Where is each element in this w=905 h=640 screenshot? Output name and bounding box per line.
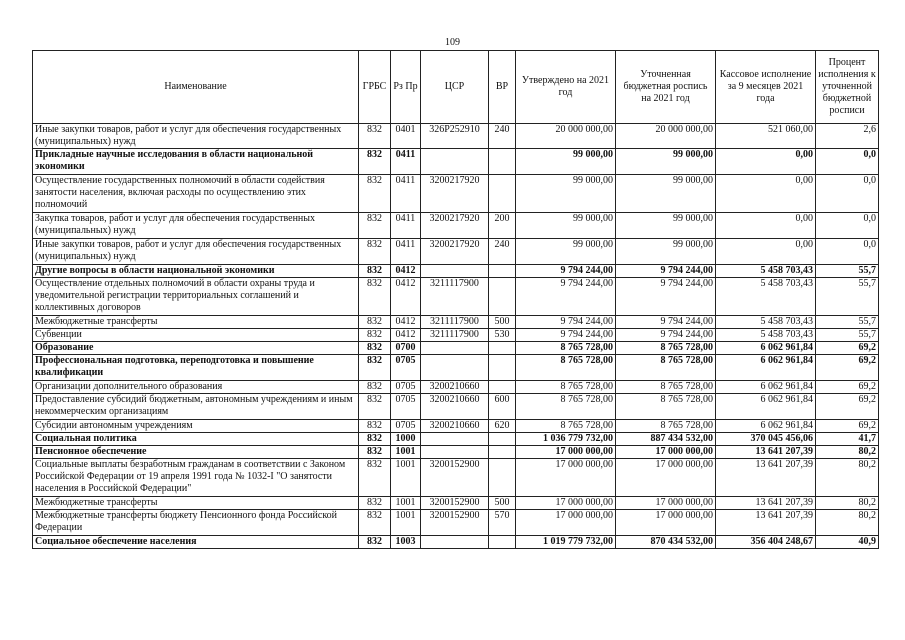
cell-approved: 99 000,00 (516, 149, 616, 175)
cell-name: Межбюджетные трансферты бюджету Пенсионного фонда Российской Федерации (33, 510, 359, 536)
cell-csr: 3200210660 (421, 420, 489, 433)
cell-grbs: 832 (359, 355, 391, 381)
table-row (33, 278, 879, 316)
cell-cash: 5 458 703,43 (716, 278, 816, 316)
table-row (33, 239, 879, 265)
cell-csr (421, 433, 489, 446)
header-csr: ЦСР (421, 51, 489, 124)
cell-approved: 8 765 728,00 (516, 381, 616, 394)
cell-rzpr: 0705 (391, 394, 421, 420)
cell-rzpr: 0411 (391, 239, 421, 265)
cell-percent: 69,2 (816, 342, 879, 355)
cell-grbs: 832 (359, 536, 391, 549)
cell-cash: 5 458 703,43 (716, 265, 816, 278)
table-row (33, 433, 879, 446)
table-row (33, 446, 879, 459)
cell-grbs: 832 (359, 239, 391, 265)
cell-approved: 9 794 244,00 (516, 265, 616, 278)
table-row (33, 510, 879, 536)
cell-refined: 17 000 000,00 (616, 459, 716, 497)
cell-vr: 570 (489, 510, 516, 536)
cell-csr (421, 149, 489, 175)
cell-name: Организации дополнительного образования (33, 381, 359, 394)
cell-approved: 17 000 000,00 (516, 446, 616, 459)
cell-cash: 521 060,00 (716, 124, 816, 149)
table-row (33, 394, 879, 420)
cell-cash: 6 062 961,84 (716, 381, 816, 394)
cell-approved: 17 000 000,00 (516, 510, 616, 536)
cell-vr: 500 (489, 316, 516, 329)
cell-percent: 80,2 (816, 459, 879, 497)
cell-grbs: 832 (359, 446, 391, 459)
cell-cash: 0,00 (716, 175, 816, 213)
cell-name: Образование (33, 342, 359, 355)
cell-rzpr: 0411 (391, 149, 421, 175)
header-percent: Процент исполнения к уточненной бюджетной росписи (816, 51, 879, 124)
cell-cash: 0,00 (716, 213, 816, 239)
cell-refined: 17 000 000,00 (616, 497, 716, 510)
header-approved: Утверждено на 2021 год (516, 51, 616, 124)
cell-csr: 3200217920 (421, 239, 489, 265)
cell-percent: 80,2 (816, 446, 879, 459)
cell-rzpr: 1000 (391, 433, 421, 446)
cell-approved: 9 794 244,00 (516, 278, 616, 316)
cell-approved: 99 000,00 (516, 239, 616, 265)
table-row (33, 420, 879, 433)
table-row (33, 381, 879, 394)
cell-rzpr: 0412 (391, 329, 421, 342)
table-row (33, 124, 879, 149)
cell-refined: 8 765 728,00 (616, 355, 716, 381)
cell-name: Социальное обеспечение населения (33, 536, 359, 549)
cell-grbs: 832 (359, 381, 391, 394)
table-header-row (33, 51, 879, 124)
cell-percent: 55,7 (816, 329, 879, 342)
cell-cash: 5 458 703,43 (716, 316, 816, 329)
cell-vr: 530 (489, 329, 516, 342)
cell-percent: 40,9 (816, 536, 879, 549)
cell-grbs: 832 (359, 497, 391, 510)
cell-refined: 8 765 728,00 (616, 342, 716, 355)
cell-grbs: 832 (359, 175, 391, 213)
cell-vr: 240 (489, 124, 516, 149)
cell-name: Межбюджетные трансферты (33, 497, 359, 510)
cell-refined: 9 794 244,00 (616, 265, 716, 278)
cell-cash: 6 062 961,84 (716, 355, 816, 381)
cell-refined: 17 000 000,00 (616, 446, 716, 459)
cell-refined: 20 000 000,00 (616, 124, 716, 149)
cell-csr: 3211117900 (421, 329, 489, 342)
cell-vr (489, 265, 516, 278)
cell-vr (489, 536, 516, 549)
cell-csr (421, 342, 489, 355)
cell-percent: 55,7 (816, 316, 879, 329)
cell-csr: 3200152900 (421, 510, 489, 536)
cell-vr (489, 278, 516, 316)
cell-refined: 8 765 728,00 (616, 420, 716, 433)
cell-name: Иные закупки товаров, работ и услуг для обеспечения государственных (муниципальных) нужд (33, 124, 359, 149)
cell-approved: 17 000 000,00 (516, 459, 616, 497)
cell-name: Предоставление субсидий бюджетным, автономным учреждениям и иным некоммерческим организациям (33, 394, 359, 420)
table-row (33, 497, 879, 510)
header-rzpr: Рз Пр (391, 51, 421, 124)
cell-name: Другие вопросы в области национальной экономики (33, 265, 359, 278)
cell-approved: 8 765 728,00 (516, 342, 616, 355)
cell-rzpr: 0411 (391, 213, 421, 239)
cell-grbs: 832 (359, 420, 391, 433)
cell-name: Субсидии автономным учреждениям (33, 420, 359, 433)
cell-percent: 80,2 (816, 497, 879, 510)
cell-grbs: 832 (359, 342, 391, 355)
cell-cash: 5 458 703,43 (716, 329, 816, 342)
cell-csr (421, 265, 489, 278)
table-row (33, 342, 879, 355)
cell-name: Иные закупки товаров, работ и услуг для обеспечения государственных (муниципальных) нужд (33, 239, 359, 265)
cell-refined: 99 000,00 (616, 213, 716, 239)
cell-percent: 69,2 (816, 355, 879, 381)
cell-csr: 3200217920 (421, 213, 489, 239)
page-number: 109 (445, 37, 460, 48)
cell-grbs: 832 (359, 278, 391, 316)
cell-grbs: 832 (359, 394, 391, 420)
cell-refined: 887 434 532,00 (616, 433, 716, 446)
cell-percent: 0,0 (816, 239, 879, 265)
cell-rzpr: 0700 (391, 342, 421, 355)
cell-csr: 3200152900 (421, 459, 489, 497)
cell-approved: 1 036 779 732,00 (516, 433, 616, 446)
cell-approved: 1 019 779 732,00 (516, 536, 616, 549)
cell-grbs: 832 (359, 316, 391, 329)
cell-rzpr: 0705 (391, 381, 421, 394)
cell-approved: 9 794 244,00 (516, 329, 616, 342)
table-row (33, 213, 879, 239)
cell-rzpr: 0705 (391, 355, 421, 381)
cell-grbs: 832 (359, 149, 391, 175)
cell-cash: 6 062 961,84 (716, 394, 816, 420)
table-row (33, 329, 879, 342)
cell-vr: 620 (489, 420, 516, 433)
cell-percent: 41,7 (816, 433, 879, 446)
cell-vr (489, 342, 516, 355)
table-row (33, 175, 879, 213)
cell-cash: 370 045 456,06 (716, 433, 816, 446)
cell-rzpr: 0412 (391, 265, 421, 278)
cell-percent: 69,2 (816, 420, 879, 433)
cell-refined: 8 765 728,00 (616, 394, 716, 420)
cell-refined: 99 000,00 (616, 149, 716, 175)
cell-vr (489, 433, 516, 446)
cell-grbs: 832 (359, 510, 391, 536)
cell-percent: 55,7 (816, 278, 879, 316)
cell-percent: 55,7 (816, 265, 879, 278)
cell-vr (489, 175, 516, 213)
table-row (33, 536, 879, 549)
cell-cash: 6 062 961,84 (716, 342, 816, 355)
cell-rzpr: 0705 (391, 420, 421, 433)
cell-percent: 0,0 (816, 213, 879, 239)
cell-rzpr: 1001 (391, 446, 421, 459)
cell-csr (421, 536, 489, 549)
cell-refined: 870 434 532,00 (616, 536, 716, 549)
cell-name: Межбюджетные трансферты (33, 316, 359, 329)
cell-rzpr: 1003 (391, 536, 421, 549)
cell-refined: 9 794 244,00 (616, 278, 716, 316)
cell-cash: 0,00 (716, 149, 816, 175)
cell-refined: 99 000,00 (616, 175, 716, 213)
cell-approved: 99 000,00 (516, 175, 616, 213)
cell-grbs: 832 (359, 433, 391, 446)
cell-vr (489, 459, 516, 497)
cell-rzpr: 0411 (391, 175, 421, 213)
cell-grbs: 832 (359, 459, 391, 497)
budget-table (32, 50, 879, 549)
cell-csr (421, 446, 489, 459)
cell-approved: 20 000 000,00 (516, 124, 616, 149)
cell-rzpr: 1001 (391, 510, 421, 536)
table-row (33, 149, 879, 175)
cell-grbs: 832 (359, 329, 391, 342)
cell-csr (421, 355, 489, 381)
cell-percent: 2,6 (816, 124, 879, 149)
cell-rzpr: 0412 (391, 316, 421, 329)
table-row (33, 316, 879, 329)
cell-grbs: 832 (359, 213, 391, 239)
cell-name: Осуществление отдельных полномочий в области охраны труда и уведомительной регистрации территориальных соглашений и коллективных договоров (33, 278, 359, 316)
cell-approved: 17 000 000,00 (516, 497, 616, 510)
table-body (33, 124, 879, 549)
header-name: Наименование (33, 51, 359, 124)
cell-percent: 69,2 (816, 381, 879, 394)
cell-rzpr: 0401 (391, 124, 421, 149)
cell-approved: 9 794 244,00 (516, 316, 616, 329)
cell-cash: 13 641 207,39 (716, 497, 816, 510)
cell-percent: 80,2 (816, 510, 879, 536)
cell-csr: 3200210660 (421, 394, 489, 420)
cell-cash: 356 404 248,67 (716, 536, 816, 549)
cell-rzpr: 0412 (391, 278, 421, 316)
cell-name: Закупка товаров, работ и услуг для обеспечения государственных (муниципальных) нужд (33, 213, 359, 239)
header-cash: Кассовое исполнение за 9 месяцев 2021 года (716, 51, 816, 124)
cell-vr (489, 149, 516, 175)
cell-grbs: 832 (359, 265, 391, 278)
cell-cash: 13 641 207,39 (716, 446, 816, 459)
cell-name: Профессиональная подготовка, переподготовка и повышение квалификации (33, 355, 359, 381)
cell-cash: 13 641 207,39 (716, 510, 816, 536)
cell-csr: 3211117900 (421, 278, 489, 316)
cell-csr: 3200152900 (421, 497, 489, 510)
table-row (33, 459, 879, 497)
cell-vr: 200 (489, 213, 516, 239)
cell-csr: 3211117900 (421, 316, 489, 329)
cell-refined: 8 765 728,00 (616, 381, 716, 394)
cell-vr (489, 381, 516, 394)
cell-approved: 99 000,00 (516, 213, 616, 239)
cell-name: Социальная политика (33, 433, 359, 446)
cell-name: Социальные выплаты безработным гражданам в соответствии с Законом Российской Федерации от 19 апреля 1991 года № 1032-I "О занятости населения в Российской Федерации" (33, 459, 359, 497)
table-row (33, 355, 879, 381)
cell-name: Осуществление государственных полномочий в области содействия занятости населения, включая расходы по осуществлению этих полномочий (33, 175, 359, 213)
cell-rzpr: 1001 (391, 497, 421, 510)
table-row (33, 265, 879, 278)
cell-percent: 0,0 (816, 149, 879, 175)
cell-grbs: 832 (359, 124, 391, 149)
cell-name: Прикладные научные исследования в области национальной экономики (33, 149, 359, 175)
cell-refined: 9 794 244,00 (616, 329, 716, 342)
cell-refined: 17 000 000,00 (616, 510, 716, 536)
cell-name: Субвенции (33, 329, 359, 342)
header-grbs: ГРБС (359, 51, 391, 124)
cell-rzpr: 1001 (391, 459, 421, 497)
cell-vr: 240 (489, 239, 516, 265)
header-vr: ВР (489, 51, 516, 124)
cell-refined: 9 794 244,00 (616, 316, 716, 329)
cell-vr: 600 (489, 394, 516, 420)
cell-cash: 6 062 961,84 (716, 420, 816, 433)
cell-cash: 0,00 (716, 239, 816, 265)
cell-vr (489, 355, 516, 381)
cell-percent: 0,0 (816, 175, 879, 213)
cell-approved: 8 765 728,00 (516, 420, 616, 433)
cell-cash: 13 641 207,39 (716, 459, 816, 497)
cell-csr: 3200210660 (421, 381, 489, 394)
cell-name: Пенсионное обеспечение (33, 446, 359, 459)
cell-approved: 8 765 728,00 (516, 355, 616, 381)
cell-approved: 8 765 728,00 (516, 394, 616, 420)
header-refined: Уточненная бюджетная роспись на 2021 год (616, 51, 716, 124)
cell-csr: 326Р252910 (421, 124, 489, 149)
cell-vr: 500 (489, 497, 516, 510)
cell-csr: 3200217920 (421, 175, 489, 213)
cell-refined: 99 000,00 (616, 239, 716, 265)
cell-vr (489, 446, 516, 459)
cell-percent: 69,2 (816, 394, 879, 420)
